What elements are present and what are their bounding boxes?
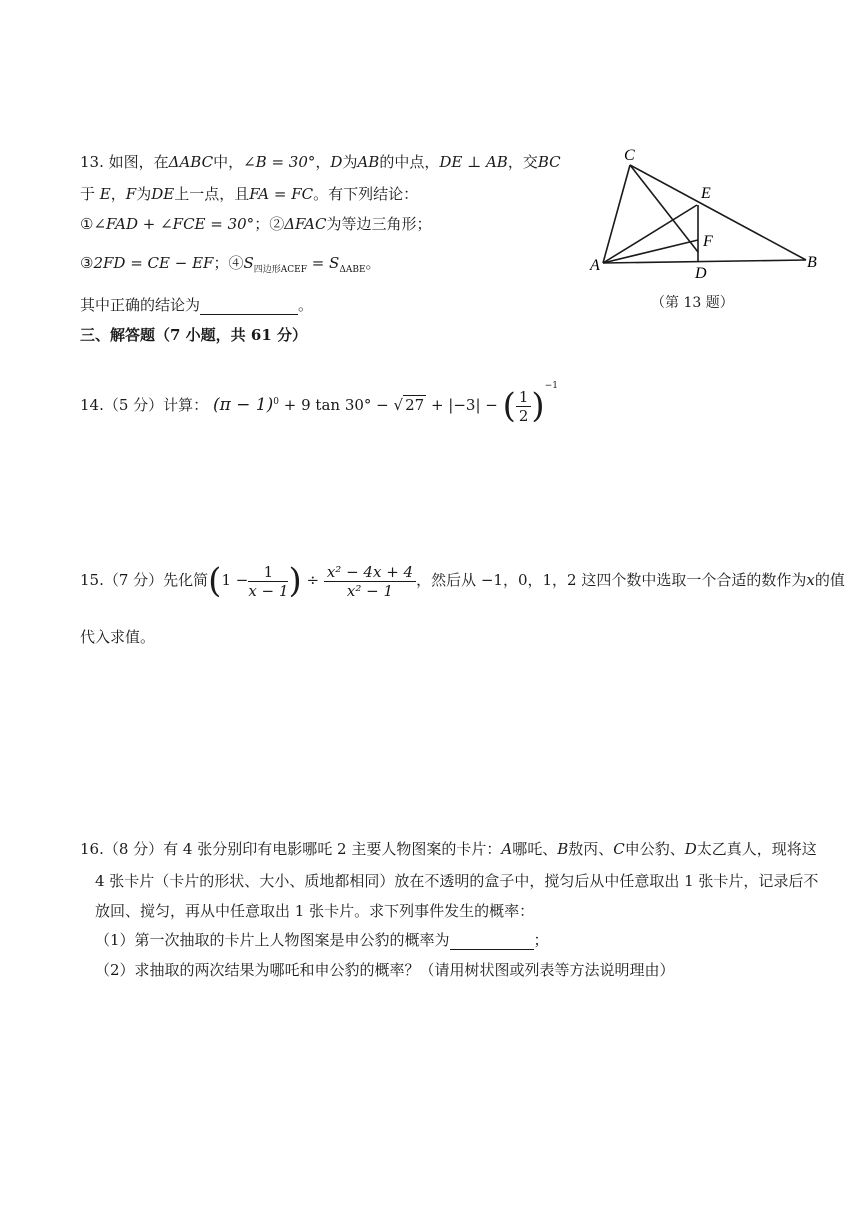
q13-answer-blank[interactable] [200, 296, 298, 315]
q16-line3: 放回、搅匀，再从中任意取出 1 张卡片。求下列事件发生的概率： [95, 902, 535, 920]
point-e-label: E [701, 185, 711, 202]
point-f-label: F [703, 233, 713, 250]
q15-line2: 代入求值。 [80, 628, 156, 646]
point-a-label: A [590, 257, 600, 274]
point-d-label: D [695, 265, 707, 282]
q13-line1: 13. 如图，在ΔABC中，∠B = 30°，D为AB的中点，DE ⊥ AB，交BC [80, 153, 561, 171]
q16-line1: 16.（8 分）有 4 张分别印有电影哪吒 2 主要人物图案的卡片：A哪吒、B敖丙、C申公豹、D太乙真人，现将这 [80, 840, 817, 858]
point-c-label: C [624, 147, 635, 164]
q15-line1: 15.（7 分）先化简(1 − $\frac{1}{x - 1}$ ) ÷ $\frac{\text{x² − 4x + 4}}{\text{x² − 1}}$ ，然后从 −1，0，1，2 这四个数中选取一个合适的数作为x的值 [80, 561, 845, 601]
q15-fraction-2: $\frac{\text{x² − 4x + 4}}{\text{x² − 1}}$ [324, 563, 416, 600]
q16-part1-blank[interactable] [450, 931, 534, 950]
q16-part1: （1）第一次抽取的卡片上人物图案是申公豹的概率为 ； [95, 931, 549, 949]
segment-cb [630, 165, 806, 260]
q16-line2: 4 张卡片（卡片的形状、大小、质地都相同）放在不透明的盒子中，搅匀后从中任意取出 1 张卡片，记录后不 [95, 872, 819, 890]
q13-figure [580, 140, 830, 285]
q13-conclusions-1-2: ①∠FAD + ∠FCE = 30°；②ΔFAC为等边三角形； [80, 215, 432, 233]
q14-line: 14.（5 分）计算： $(\pi - 1)^0 + 9$ tan 30° − √ 27 + |−3| − ( $\frac{1}{2}$ )$^{-1}$ [80, 381, 558, 426]
section-3-title: 三、解答题（7 小题，共 61 分） [80, 326, 307, 344]
q14-fraction: $\frac{1}{2}$ [516, 388, 532, 425]
q16-part2: （2）求抽取的两次结果为哪吒和申公豹的概率？（请用树状图或列表等方法说明理由） [95, 961, 675, 979]
segment-ce-to-d [630, 165, 698, 252]
q13-line2: 于 E，F为DE上一点，且FA = FC。有下列结论： [80, 185, 419, 203]
point-b-label: B [807, 254, 817, 271]
q15-fraction-1: $\frac{1}{x - 1}$ [248, 562, 289, 600]
segment-ab [603, 260, 806, 263]
q13-figure-caption: （第 13 题） [651, 295, 734, 311]
segment-af [603, 240, 698, 263]
q13-conclusions-3-4: ③2FD = CE − EF；$④S_{四边形ACEF} = S_{\Delta ABE}$。 [80, 254, 381, 275]
q13-answer-line: 其中正确的结论为 。 [80, 296, 314, 314]
